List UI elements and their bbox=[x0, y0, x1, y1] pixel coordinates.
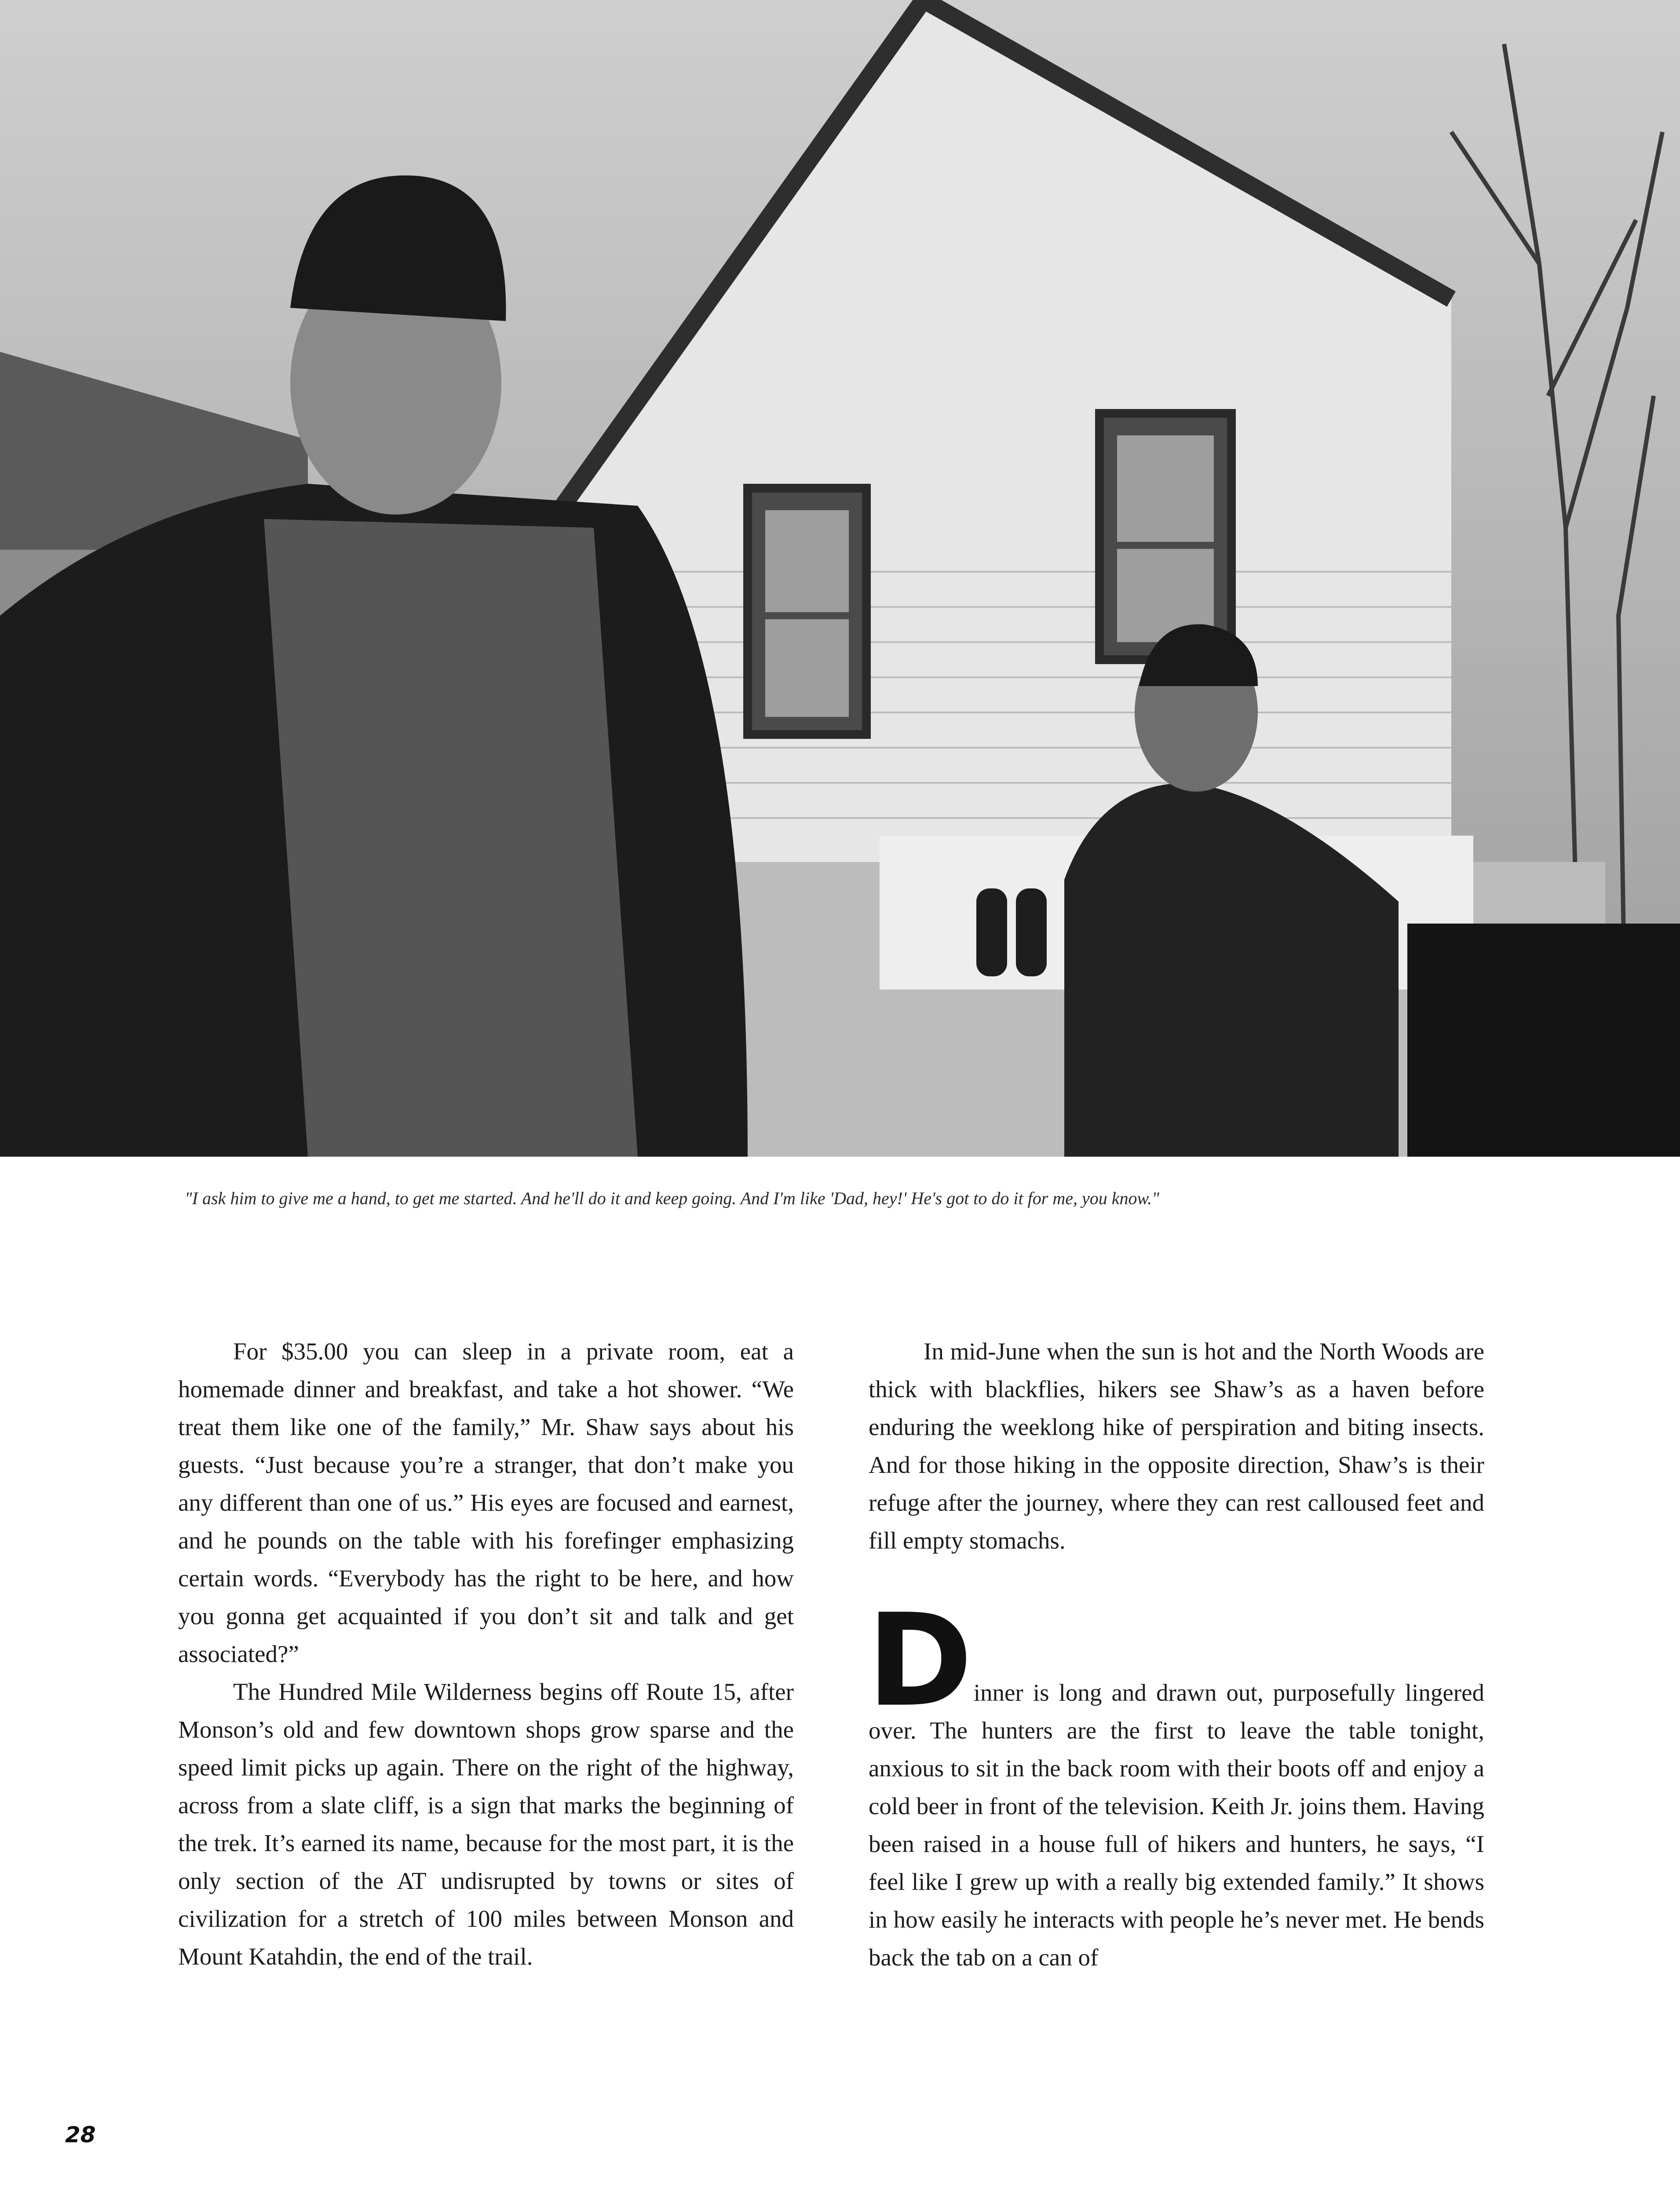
left-column bbox=[178, 1333, 794, 1976]
paragraph: For $35.00 you can sleep in a private room, eat a homemade dinner and breakfast, and take a hot shower. “We treat them like one of the family,” Mr. Shaw says about his guests. “Just because you’re a stranger, that don’t make you any different than one of us.” His eyes are focused and earnest, and he pounds on the table with his forefinger emphasizing certain words. “Everybody has the right to be here, and how you gonna get acquainted if you don’t sit and talk and get associated?” bbox=[178, 1338, 794, 1667]
photo-caption: "I ask him to give me a hand, to get me started. And he'll do it and keep going. And I'm like 'Dad, hey!' He's got to do it for me, you know." bbox=[185, 1188, 1159, 1208]
paragraph-text: inner is long and drawn out, purposefully lingered over. The hunters are the first to leave the table tonight, anxious to sit in the back room with their boots off and enjoy a cold beer in front of the television. Keith Jr. joins them. Having been raised in a house full of hikers and hunters, he says, “I feel like I grew up with a really big extended family.” It shows in how easily he interacts with people he’s never met. He bends back the tab on a can of bbox=[869, 1679, 1484, 1971]
page-number: 28 bbox=[65, 2122, 96, 2148]
right-column bbox=[869, 1333, 1484, 1976]
drop-cap: D bbox=[867, 1587, 969, 1735]
paragraph: The Hundred Mile Wilderness begins off Route 15, after Monson’s old and few downtown shops grow sparse and the speed limit picks up again. There on the right of the highway, across from a slate cliff, is a sign that marks the beginning of the trek. It’s earned its name, because for the most part, it is the only section of the AT undisrupted by towns or sites of civilization for a stretch of 100 miles between Monson and Mount Katahdin, the end of the trail. bbox=[178, 1678, 794, 1970]
drop-cap-paragraph bbox=[867, 1587, 1484, 1976]
paragraph: In mid-June when the sun is hot and the North Woods are thick with blackflies, hikers see Shaw’s as a haven before enduring the weeklong hike of perspiration and biting insects. And for those hiking in the opposite direction, Shaw’s is their refuge after the journey, where they can rest calloused feet and fill empty stomachs. bbox=[869, 1338, 1484, 1554]
